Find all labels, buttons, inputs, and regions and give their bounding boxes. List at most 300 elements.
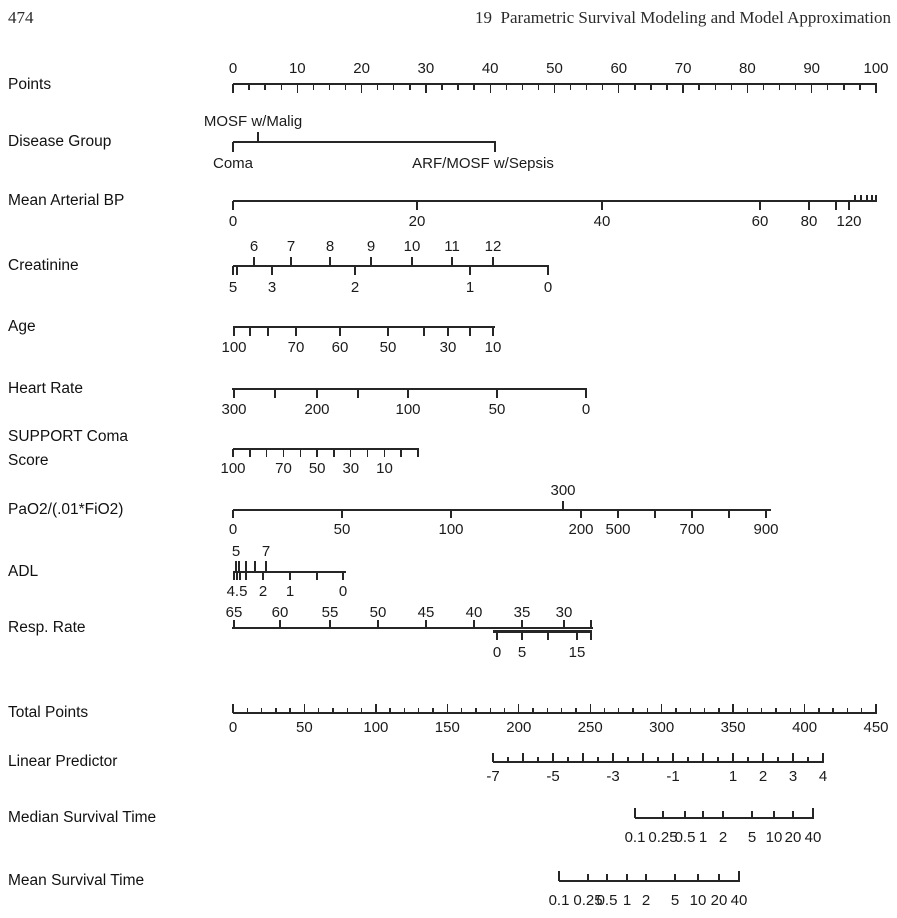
tick-label-points: 90 [803, 60, 821, 77]
axis-tick-linear-predictor [822, 753, 823, 762]
tick-label-mean-arterial-bp: 60 [751, 213, 769, 230]
axis-tick-total-points [447, 704, 448, 713]
axis-tick-support-coma-score [317, 449, 318, 457]
axis-tick-heart-rate [233, 389, 234, 398]
axis-tick-total-points [561, 708, 562, 713]
tick-label-mean-survival-time: 2 [641, 892, 651, 909]
axis-tick-creatinine [451, 257, 452, 266]
axis-tick-adl [289, 572, 290, 580]
axis-tick-total-points [432, 708, 433, 713]
tick-label-support-coma-score: 50 [308, 460, 326, 477]
axis-tick-mean-arterial-bp [875, 195, 876, 201]
tick-label-points: 70 [674, 60, 692, 77]
tick-label-support-coma-score: 30 [342, 460, 360, 477]
axis-tick-linear-predictor [642, 753, 643, 762]
axis-tick-age [447, 327, 448, 336]
axis-tick-total-points [604, 708, 605, 713]
axis-tick-creatinine [329, 257, 330, 266]
tick-label-linear-predictor: 4 [818, 768, 828, 785]
tick-label-adl: 4.5 [226, 583, 248, 600]
tick-label-median-survival-time: 40 [804, 829, 822, 846]
axis-tick-median-survival-time [684, 811, 685, 818]
axis-tick-total-points [618, 708, 619, 713]
axis-tick-mean-survival-time [718, 874, 719, 881]
tick-label-disease-group: ARF/MOSF w/Sepsis [412, 155, 554, 172]
axis-tick-adl [236, 572, 237, 580]
axis-tick-median-survival-time [702, 811, 703, 818]
tick-label-total-points: 0 [228, 719, 238, 736]
axis-tick-points [827, 84, 828, 90]
tick-label-mean-arterial-bp: 80 [800, 213, 818, 230]
axis-tick-total-points [732, 704, 733, 713]
axis-tick-creatinine [236, 266, 237, 275]
axis-tick-mean-arterial-bp [871, 195, 872, 201]
axis-tick-total-points [318, 708, 319, 713]
axis-tick-total-points [404, 708, 405, 713]
axis-tick-points [425, 84, 426, 93]
tick-label-points: 10 [288, 60, 306, 77]
axis-tick-points [297, 84, 298, 93]
axis-tick-disease-group [257, 132, 258, 142]
axis-tick-mean-arterial-bp [848, 201, 849, 210]
axis-tick-age [249, 327, 250, 336]
axis-tick-age [339, 327, 340, 336]
tick-label-age: 10 [484, 339, 502, 356]
axis-tick-support-coma-score [300, 449, 301, 457]
axis-tick-pao2-fio2 [654, 510, 655, 518]
axis-tick-disease-group [494, 142, 495, 152]
axis-tick-linear-predictor [492, 753, 493, 762]
axis-tick-pao2-fio2 [765, 510, 766, 518]
tick-label-heart-rate: 50 [488, 401, 506, 418]
axis-tick-total-points [289, 708, 290, 713]
axis-tick-adl [238, 561, 239, 572]
axis-tick-median-survival-time [751, 811, 752, 818]
axis-tick-pao2-fio2 [580, 510, 581, 518]
axis-line-disease-group [233, 141, 496, 143]
axis-tick-total-points [347, 708, 348, 713]
axis-tick-points [264, 84, 265, 90]
tick-label-creatinine: 9 [366, 238, 376, 255]
tick-label-mean-survival-time: 20 [710, 892, 728, 909]
axis-tick-adl [235, 561, 236, 572]
axis-tick-pao2-fio2 [341, 510, 342, 518]
axis-tick-resp-rate [590, 620, 591, 628]
tick-label-mean-survival-time: 0.5 [596, 892, 618, 909]
axis-tick-total-points [861, 708, 862, 713]
axis-tick-points [618, 84, 619, 93]
axis-tick-linear-predictor [522, 753, 523, 762]
axis-tick-total-points [532, 708, 533, 713]
axis-tick-mean-arterial-bp [416, 201, 417, 210]
row-label-pao2-fio2: PaO2/(.01*FiO2) [8, 501, 124, 518]
axis-tick-linear-predictor [807, 757, 808, 762]
axis-tick-creatinine [469, 266, 470, 275]
tick-label-mean-arterial-bp: 0 [228, 213, 238, 230]
axis-tick-linear-predictor [582, 753, 583, 762]
tick-label-resp-rate: 40 [465, 604, 483, 621]
axis-tick-mean-arterial-bp [808, 201, 809, 210]
axis-tick-points [650, 84, 651, 90]
axis-tick-total-points [690, 708, 691, 713]
axis-tick-points [393, 84, 394, 90]
axis-tick-points [698, 84, 699, 90]
axis-tick-points [441, 84, 442, 90]
axis-tick-points [586, 84, 587, 90]
tick-label-median-survival-time: 2 [718, 829, 728, 846]
tick-label-age: 30 [439, 339, 457, 356]
tick-label-points: 40 [481, 60, 499, 77]
axis-tick-points [779, 84, 780, 90]
axis-tick-points [666, 84, 667, 90]
axis-tick-support-coma-score [232, 449, 233, 457]
tick-label-median-survival-time: 0.25 [648, 829, 678, 846]
axis-tick-linear-predictor [537, 757, 538, 762]
axis-tick-adl [262, 572, 263, 580]
axis-tick-total-points [875, 704, 876, 713]
axis-tick-age [295, 327, 296, 336]
tick-label-mean-survival-time: 10 [689, 892, 707, 909]
tick-label-age: 100 [221, 339, 247, 356]
axis-tick-points [248, 84, 249, 90]
tick-label-heart-rate: 200 [304, 401, 330, 418]
tick-label-median-survival-time: 10 [765, 829, 783, 846]
axis-tick-total-points [761, 708, 762, 713]
tick-label-linear-predictor: 2 [758, 768, 768, 785]
axis-tick-points [715, 84, 716, 90]
axis-tick-support-coma-score [417, 449, 418, 457]
axis-tick-disease-group [232, 142, 233, 152]
tick-label-creatinine: 8 [325, 238, 335, 255]
axis-tick-linear-predictor [657, 757, 658, 762]
axis-tick-total-points [261, 708, 262, 713]
axis-tick-mean-survival-time [645, 874, 646, 881]
axis-tick-mean-survival-time [674, 874, 675, 881]
axis-tick-pao2-fio2 [562, 501, 563, 510]
tick-label-resp-rate: 15 [568, 644, 586, 661]
axis-tick-pao2-fio2 [728, 510, 729, 518]
row-label-support-coma-score: SUPPORT Coma [8, 428, 129, 445]
axis-tick-support-coma-score [333, 449, 334, 457]
axis-tick-support-coma-score [249, 449, 250, 457]
axis-tick-creatinine [492, 257, 493, 266]
axis-line-linear-predictor [493, 761, 824, 763]
axis-tick-age [387, 327, 388, 336]
tick-label-support-coma-score: 100 [220, 460, 246, 477]
axis-tick-points [554, 84, 555, 93]
axis-tick-creatinine [354, 266, 355, 275]
axis-tick-linear-predictor [732, 753, 733, 762]
tick-label-adl: 1 [285, 583, 295, 600]
axis-line-mean-survival-time [559, 880, 740, 882]
axis-tick-points [570, 84, 571, 90]
axis-tick-total-points [418, 708, 419, 713]
axis-tick-adl [265, 561, 266, 572]
tick-label-linear-predictor: -1 [666, 768, 680, 785]
axis-tick-pao2-fio2 [232, 510, 233, 518]
axis-tick-total-points [775, 708, 776, 713]
axis-tick-points [843, 84, 844, 90]
axis-tick-total-points [361, 708, 362, 713]
tick-label-resp-rate: 50 [369, 604, 387, 621]
tick-label-total-points: 150 [434, 719, 460, 736]
axis-tick-mean-arterial-bp [601, 201, 602, 210]
axis-tick-resp-rate [563, 620, 564, 628]
axis-tick-total-points [375, 704, 376, 713]
axis-tick-points [473, 84, 474, 90]
axis-tick-median-survival-time [722, 811, 723, 818]
tick-label-creatinine: 6 [249, 238, 259, 255]
axis-tick-creatinine [547, 266, 548, 275]
tick-label-heart-rate: 300 [221, 401, 247, 418]
tick-label-median-survival-time: 5 [747, 829, 757, 846]
tick-label-points: 60 [610, 60, 628, 77]
tick-label-resp-rate: 60 [271, 604, 289, 621]
tick-label-total-points: 350 [720, 719, 746, 736]
tick-label-linear-predictor: -5 [546, 768, 560, 785]
axis-tick-median-survival-time [792, 811, 793, 818]
axis-tick-linear-predictor [552, 753, 553, 762]
tick-label-pao2-fio2: 0 [228, 521, 238, 538]
tick-label-pao2-fio2: 900 [753, 521, 779, 538]
axis-tick-mean-arterial-bp [835, 201, 836, 210]
axis-tick-total-points [575, 708, 576, 713]
axis-tick-total-points [232, 704, 233, 713]
axis-tick-total-points [547, 708, 548, 713]
tick-label-adl: 0 [338, 583, 348, 600]
axis-tick-total-points [661, 704, 662, 713]
axis-tick-median-survival-time [773, 811, 774, 818]
axis-tick-adl [239, 572, 240, 580]
tick-label-mean-arterial-bp: 20 [408, 213, 426, 230]
axis-tick-median-survival-time [812, 808, 813, 818]
axis-tick-total-points [332, 708, 333, 713]
tick-label-age: 70 [287, 339, 305, 356]
axis-tick-points [875, 84, 876, 93]
axis-tick-support-coma-score [283, 449, 284, 457]
tick-label-mean-survival-time: 5 [670, 892, 680, 909]
tick-label-creatinine: 3 [267, 279, 277, 296]
axis-tick-resp-rate [576, 632, 577, 640]
axis-tick-total-points [490, 708, 491, 713]
tick-label-creatinine: 7 [286, 238, 296, 255]
row-label-age: Age [8, 318, 36, 335]
axis-tick-total-points [647, 708, 648, 713]
axis-tick-points [731, 84, 732, 90]
axis-tick-total-points [675, 708, 676, 713]
axis-tick-linear-predictor [792, 753, 793, 762]
row-label-points: Points [8, 76, 52, 93]
tick-label-mean-survival-time: 0.1 [548, 892, 570, 909]
axis-tick-support-coma-score [266, 449, 267, 457]
tick-label-resp-rate: 65 [225, 604, 243, 621]
row-label-support-coma-score: Score [8, 452, 49, 469]
tick-label-total-points: 100 [363, 719, 389, 736]
axis-tick-points [795, 84, 796, 90]
tick-label-mean-survival-time: 0.25 [573, 892, 603, 909]
axis-line-age [233, 326, 495, 328]
tick-label-support-coma-score: 10 [376, 460, 393, 477]
axis-tick-mean-survival-time [697, 874, 698, 881]
axis-tick-points [538, 84, 539, 90]
axis-tick-points [409, 84, 410, 90]
axis-tick-total-points [304, 704, 305, 713]
axis-tick-adl [254, 561, 255, 572]
axis-tick-points [634, 84, 635, 90]
tick-label-resp-rate: 0 [492, 644, 502, 661]
tick-label-pao2-fio2: 200 [568, 521, 594, 538]
axis-line-support-coma-score [233, 448, 419, 450]
axis-tick-resp-rate [473, 620, 474, 628]
chapter-title: 19 Parametric Survival Modeling and Model Approximation [475, 8, 891, 27]
axis-tick-age [492, 327, 493, 336]
axis-tick-linear-predictor [672, 753, 673, 762]
axis-tick-resp-rate [279, 620, 280, 628]
axis-tick-total-points [747, 708, 748, 713]
tick-label-points: 50 [546, 60, 563, 77]
tick-label-pao2-fio2: 300 [550, 482, 576, 499]
axis-tick-linear-predictor [567, 757, 568, 762]
tick-label-creatinine: 10 [403, 238, 421, 255]
tick-label-creatinine: 5 [228, 279, 238, 296]
axis-tick-mean-survival-time [738, 871, 739, 881]
tick-label-creatinine: 11 [444, 238, 460, 255]
axis-tick-heart-rate [496, 389, 497, 398]
axis-tick-mean-survival-time [558, 871, 559, 881]
axis-line-mean-arterial-bp [233, 200, 877, 202]
axis-tick-resp-rate [425, 620, 426, 628]
axis-tick-pao2-fio2 [691, 510, 692, 518]
axis-tick-total-points [590, 704, 591, 713]
axis-tick-points [377, 84, 378, 90]
axis-tick-points [457, 84, 458, 90]
axis-tick-adl [245, 561, 246, 572]
axis-tick-linear-predictor [627, 757, 628, 762]
tick-label-mean-survival-time: 40 [730, 892, 748, 909]
axis-tick-resp-rate [496, 632, 497, 640]
axis-tick-linear-predictor [717, 757, 718, 762]
tick-label-age: 60 [331, 339, 349, 356]
axis-tick-adl [316, 572, 317, 580]
axis-tick-total-points [704, 708, 705, 713]
axis-tick-heart-rate [316, 389, 317, 398]
axis-tick-total-points [518, 704, 519, 713]
tick-label-median-survival-time: 0.5 [674, 829, 696, 846]
axis-tick-linear-predictor [702, 753, 703, 762]
tick-label-pao2-fio2: 100 [438, 521, 464, 538]
axis-tick-mean-survival-time [626, 874, 627, 881]
axis-line-heart-rate [232, 388, 587, 390]
tick-label-adl: 5 [231, 543, 241, 560]
tick-label-creatinine: 12 [484, 238, 502, 255]
tick-label-total-points: 400 [792, 719, 818, 736]
axis-tick-linear-predictor [747, 757, 748, 762]
tick-label-adl: 7 [261, 543, 271, 560]
row-label-adl: ADL [8, 563, 39, 580]
tick-label-total-points: 450 [863, 719, 889, 736]
tick-label-resp-rate: 45 [417, 604, 435, 621]
axis-tick-resp-rate [521, 620, 522, 628]
axis-tick-points [811, 84, 812, 93]
tick-label-resp-rate: 55 [321, 604, 339, 621]
axis-tick-creatinine [232, 266, 233, 275]
tick-label-linear-predictor: -7 [486, 768, 500, 785]
axis-tick-adl [342, 572, 343, 580]
axis-tick-creatinine [253, 257, 254, 266]
tick-label-adl: 2 [258, 583, 268, 600]
axis-tick-points [602, 84, 603, 90]
axis-tick-points [682, 84, 683, 93]
axis-tick-mean-survival-time [587, 874, 588, 881]
axis-line-creatinine [233, 265, 549, 267]
axis-tick-total-points [804, 704, 805, 713]
tick-label-resp-rate: 30 [555, 604, 573, 621]
axis-tick-pao2-fio2 [617, 510, 618, 518]
axis-tick-points [763, 84, 764, 90]
tick-label-points: 80 [739, 60, 756, 77]
axis-tick-heart-rate [274, 389, 275, 398]
axis-tick-resp-rate [521, 632, 522, 640]
tick-label-pao2-fio2: 500 [605, 521, 631, 538]
tick-label-points: 30 [417, 60, 435, 77]
axis-tick-heart-rate [585, 389, 586, 398]
axis-tick-total-points [718, 708, 719, 713]
axis-tick-mean-arterial-bp [854, 195, 855, 201]
row-label-mean-survival-time: Mean Survival Time [8, 872, 145, 889]
axis-tick-adl [245, 572, 246, 580]
tick-label-support-coma-score: 70 [275, 460, 292, 477]
axis-tick-total-points [632, 708, 633, 713]
tick-label-creatinine: 2 [350, 279, 360, 296]
axis-tick-support-coma-score [350, 449, 351, 457]
tick-label-disease-group: MOSF w/Malig [203, 113, 303, 130]
tick-label-heart-rate: 0 [581, 401, 591, 418]
tick-label-creatinine: 1 [465, 279, 475, 296]
row-label-heart-rate: Heart Rate [8, 380, 83, 397]
axis-tick-points [490, 84, 491, 93]
tick-label-linear-predictor: 1 [728, 768, 738, 785]
tick-label-points: 100 [863, 60, 889, 77]
tick-label-pao2-fio2: 700 [679, 521, 705, 538]
axis-tick-resp-rate [329, 620, 330, 628]
row-label-disease-group: Disease Group [8, 133, 112, 150]
axis-tick-points [361, 84, 362, 93]
axis-tick-age [469, 327, 470, 336]
axis-tick-total-points [790, 708, 791, 713]
axis-tick-total-points [504, 708, 505, 713]
axis-tick-mean-survival-time [606, 874, 607, 881]
tick-label-total-points: 300 [649, 719, 675, 736]
axis-tick-support-coma-score [384, 449, 385, 457]
axis-tick-creatinine [271, 266, 272, 275]
axis-tick-mean-arterial-bp [866, 195, 867, 201]
row-label-linear-predictor: Linear Predictor [8, 753, 118, 770]
axis-tick-adl [233, 572, 234, 580]
tick-label-mean-arterial-bp: 40 [593, 213, 611, 230]
axis-tick-total-points [275, 708, 276, 713]
tick-label-creatinine: 0 [543, 279, 553, 296]
tick-label-points: 20 [353, 60, 370, 77]
axis-tick-points [859, 84, 860, 90]
axis-tick-total-points [818, 708, 819, 713]
tick-label-resp-rate: 5 [517, 644, 527, 661]
axis-tick-total-points [247, 708, 248, 713]
axis-tick-pao2-fio2 [450, 510, 451, 518]
tick-label-pao2-fio2: 50 [333, 521, 351, 538]
tick-label-heart-rate: 100 [395, 401, 421, 418]
axis-tick-total-points [475, 708, 476, 713]
axis-tick-points [281, 84, 282, 90]
